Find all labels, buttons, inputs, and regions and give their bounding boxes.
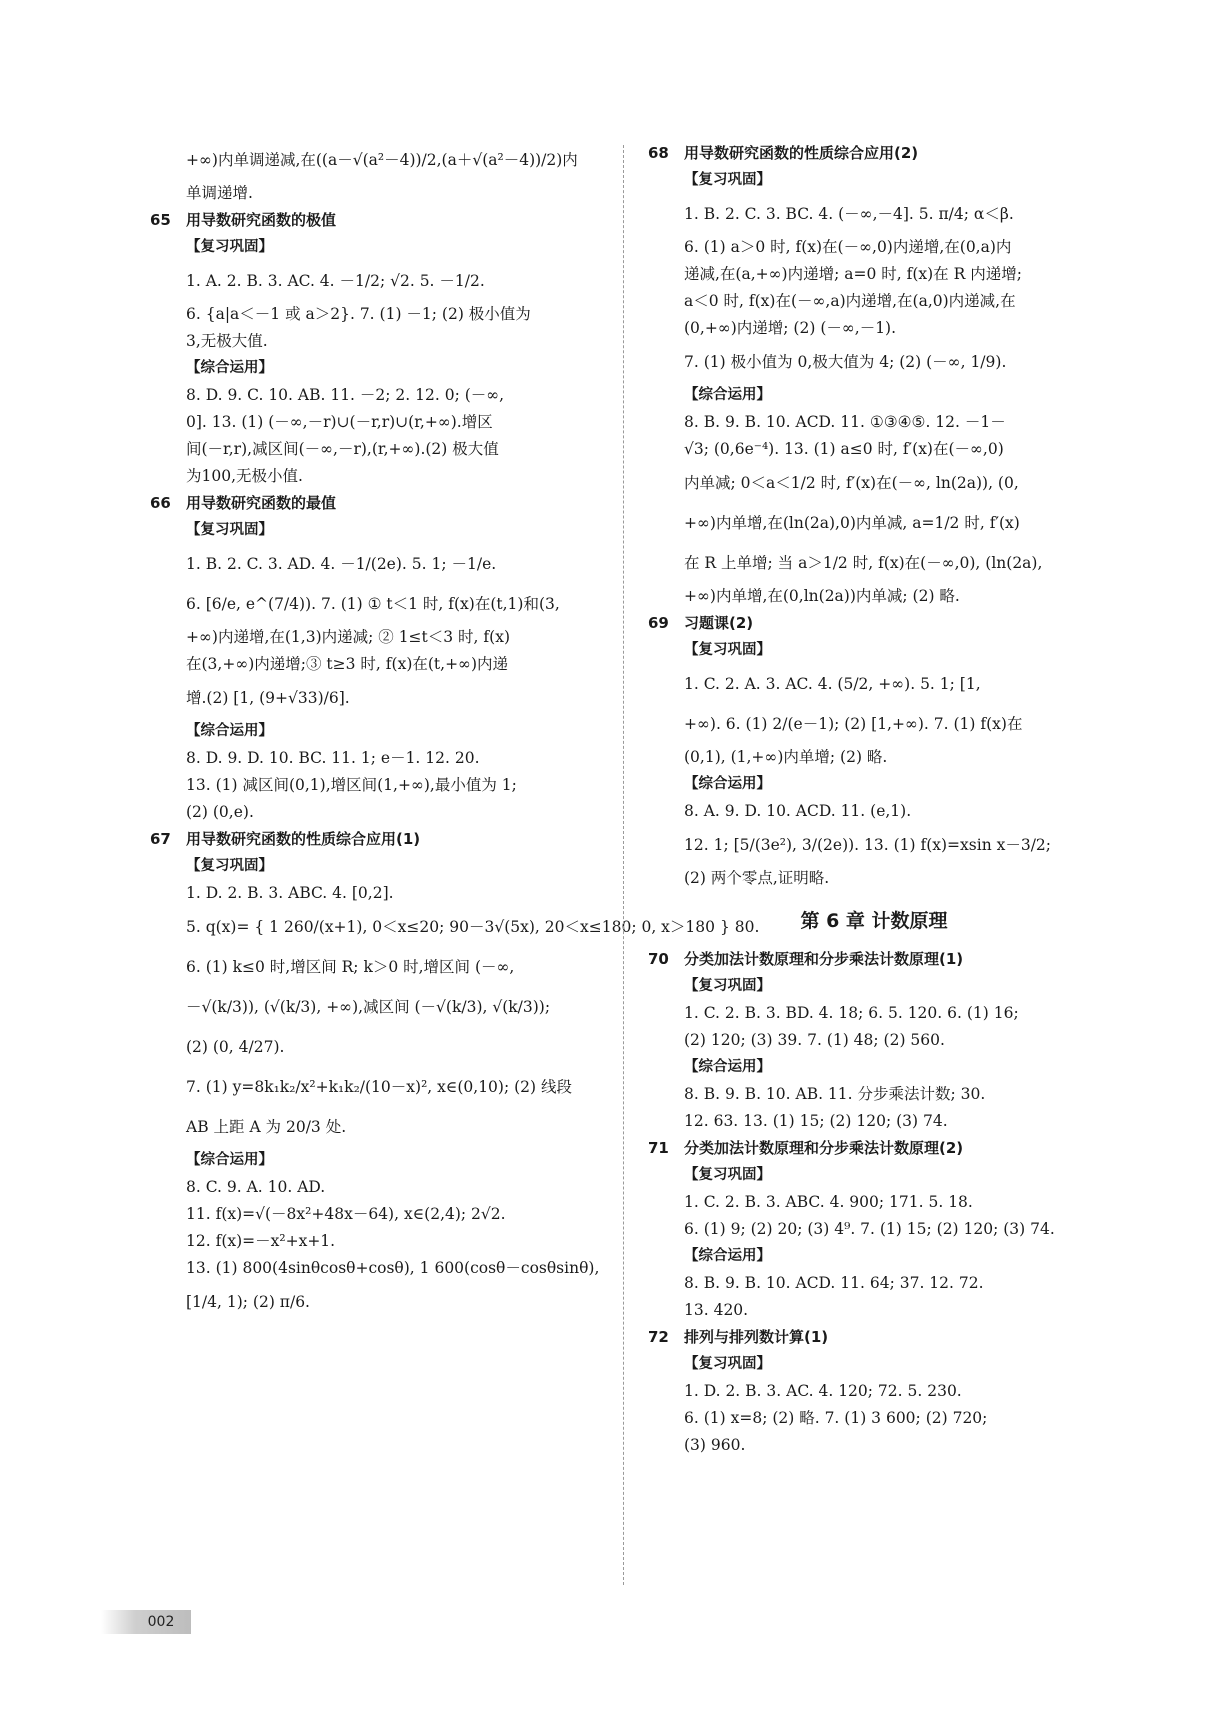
section-title: 分类加法计数原理和分步乘法计数原理(2): [684, 1139, 964, 1157]
answer-line: +∞). 6. (1) 2/(e－1); (2) [1,+∞). 7. (1) f(x)在: [684, 715, 1023, 733]
answer-line: +∞)内单增,在(ln(2a),0)内单减, a=1/2 时, f′(x): [684, 514, 1020, 532]
answer-line: 12. f(x)=－x²+x+1.: [186, 1232, 336, 1250]
answer-line: 内单减; 0＜a＜1/2 时, f′(x)在(－∞, ln(2a)), (0,: [684, 474, 1019, 492]
answer-line: 为100,无极小值.: [186, 467, 303, 485]
section-number: 71: [648, 1139, 669, 1157]
answer-line: 8. D. 9. C. 10. AB. 11. －2; 2. 12. 0; (－∞,: [186, 386, 505, 404]
section-title: 用导数研究函数的性质综合应用(1): [186, 830, 421, 848]
subsection-heading: 【综合运用】: [684, 1059, 771, 1075]
subsection-heading: 【复习巩固】: [186, 522, 273, 538]
subsection-heading: 【复习巩固】: [684, 1167, 771, 1183]
section-number: 66: [150, 494, 171, 512]
answer-line: (2) (0, 4/27).: [186, 1038, 285, 1056]
answer-line: 3,无极大值.: [186, 332, 268, 350]
answer-line: 7. (1) 极小值为 0,极大值为 4; (2) (－∞, 1/9).: [684, 353, 1007, 371]
subsection-heading: 【综合运用】: [684, 776, 771, 792]
answer-line: (2) 120; (3) 39. 7. (1) 48; (2) 560.: [684, 1031, 945, 1049]
subsection-heading: 【复习巩固】: [684, 1356, 771, 1372]
chapter-heading: 第 6 章 计数原理: [800, 910, 948, 932]
answer-line: 1. A. 2. B. 3. AC. 4. －1/2; √2. 5. －1/2.: [186, 272, 485, 290]
answer-line: 8. C. 9. A. 10. AD.: [186, 1178, 326, 1196]
answer-line: 6. (1) a＞0 时, f(x)在(－∞,0)内递增,在(0,a)内: [684, 238, 1012, 256]
subsection-heading: 【综合运用】: [684, 1248, 771, 1264]
section-heading: [150, 207, 602, 234]
answer-line: (2) (0,e).: [186, 803, 254, 821]
subsection-heading: 【复习巩固】: [186, 858, 273, 874]
answer-line: 6. (1) x=8; (2) 略. 7. (1) 3 600; (2) 720;: [684, 1409, 988, 1427]
section-heading: [648, 946, 1100, 973]
answer-line: 6. [6/e, e^(7/4)). 7. (1) ① t＜1 时, f(x)在(t,1)和(3,: [186, 595, 560, 613]
answer-line: +∞)内递增,在(1,3)内递减; ② 1≤t＜3 时, f(x): [186, 628, 510, 646]
section-heading: [648, 140, 1100, 167]
subsection-heading: 【综合运用】: [186, 723, 273, 739]
section-number: 68: [648, 144, 669, 162]
section-title: 用导数研究函数的性质综合应用(2): [684, 144, 919, 162]
section-heading: [648, 1324, 1100, 1351]
answer-line: [1/4, 1); (2) π/6.: [186, 1293, 310, 1311]
answer-line: 13. (1) 800(4sinθcosθ+cosθ), 1 600(cosθ－cosθsinθ),: [186, 1259, 600, 1277]
page-number: 002: [147, 1614, 175, 1630]
section-number: 69: [648, 614, 669, 632]
answer-line: AB 上距 A 为 20/3 处.: [186, 1118, 347, 1136]
section-title: 习题课(2): [684, 614, 754, 632]
answer-line: 13. 420.: [684, 1301, 749, 1319]
answer-line: 5. q(x)= { 1 260/(x+1), 0＜x≤20; 90－3√(5x), 20＜x≤180; 0, x＞180 } 80.: [186, 918, 760, 936]
subsection-heading: 【复习巩固】: [684, 978, 771, 994]
answer-line: +∞)内单增,在(0,ln(2a))内单减; (2) 略.: [684, 587, 960, 605]
subsection-heading: 【复习巩固】: [684, 642, 771, 658]
answer-line: 单调递增.: [186, 184, 253, 202]
answer-line: 8. B. 9. B. 10. ACD. 11. ①③④⑤. 12. －1－: [684, 413, 1006, 431]
section-number: 72: [648, 1328, 669, 1346]
section-title: 分类加法计数原理和分步乘法计数原理(1): [684, 950, 964, 968]
section-heading: [648, 610, 1100, 637]
answer-line: 6. {a|a＜－1 或 a＞2}. 7. (1) －1; (2) 极小值为: [186, 305, 531, 323]
answer-line: 1. C. 2. B. 3. BD. 4. 18; 6. 5. 120. 6. (1) 16;: [684, 1004, 1019, 1022]
answer-line: 1. C. 2. A. 3. AC. 4. (5/2, +∞). 5. 1; [1,: [684, 675, 981, 693]
answer-line: 1. D. 2. B. 3. AC. 4. 120; 72. 5. 230.: [684, 1382, 962, 1400]
section-number: 65: [150, 211, 171, 229]
subsection-heading: 【综合运用】: [684, 387, 771, 403]
answer-line: －√(k/3)), (√(k/3), +∞),减区间 (－√(k/3), √(k/3));: [186, 998, 551, 1016]
section-number: 70: [648, 950, 669, 968]
answer-line: 6. (1) k≤0 时,增区间 R; k＞0 时,增区间 (－∞,: [186, 958, 515, 976]
section-title: 排列与排列数计算(1): [684, 1328, 829, 1346]
answer-line: 12. 1; [5/(3e²), 3/(2e)). 13. (1) f(x)=xsin x－3/2;: [684, 836, 1052, 854]
answer-line: (0,+∞)内递增; (2) (－∞,－1).: [684, 319, 897, 337]
answer-line: 0]. 13. (1) (－∞,－r)∪(－r,r)∪(r,+∞).增区: [186, 413, 493, 431]
answer-line: 1. C. 2. B. 3. ABC. 4. 900; 171. 5. 18.: [684, 1193, 973, 1211]
answer-line: √3; (0,6e⁻⁴). 13. (1) a≤0 时, f′(x)在(－∞,0): [684, 440, 1004, 458]
answer-line: 12. 63. 13. (1) 15; (2) 120; (3) 74.: [684, 1112, 948, 1130]
answer-line: 增.(2) [1, (9+√33)/6].: [186, 689, 350, 707]
answer-line: 8. B. 9. B. 10. ACD. 11. 64; 37. 12. 72.: [684, 1274, 984, 1292]
section-heading: [648, 1135, 1100, 1162]
section-title: 用导数研究函数的最值: [186, 494, 337, 512]
answer-line: (0,1), (1,+∞)内单增; (2) 略.: [684, 748, 888, 766]
answer-line: 8. D. 9. D. 10. BC. 11. 1; e－1. 12. 20.: [186, 749, 480, 767]
answer-line: 11. f(x)=√(－8x²+48x－64), x∈(2,4); 2√2.: [186, 1205, 506, 1223]
subsection-heading: 【综合运用】: [186, 1152, 273, 1168]
answer-line: 6. (1) 9; (2) 20; (3) 4⁹. 7. (1) 15; (2) 120; (3) 74.: [684, 1220, 1055, 1238]
subsection-heading: 【复习巩固】: [684, 172, 771, 188]
answer-line: 1. B. 2. C. 3. AD. 4. －1/(2e). 5. 1; －1/e.: [186, 555, 497, 573]
answer-line: 8. A. 9. D. 10. ACD. 11. (e,1).: [684, 802, 912, 820]
answer-line: 7. (1) y=8k₁k₂/x²+k₁k₂/(10－x)², x∈(0,10); (2) 线段: [186, 1078, 572, 1096]
subsection-heading: 【综合运用】: [186, 360, 273, 376]
answer-line: 1. D. 2. B. 3. ABC. 4. [0,2].: [186, 884, 394, 902]
right-column: [648, 140, 1100, 1459]
section-heading: [150, 826, 602, 853]
answer-line: +∞)内单调递减,在((a－√(a²－4))/2,(a＋√(a²－4))/2)内: [186, 151, 578, 169]
answer-line: (3) 960.: [684, 1436, 746, 1454]
answer-line: 间(－r,r),减区间(－∞,－r),(r,+∞).(2) 极大值: [186, 440, 499, 458]
answer-line: 递减,在(a,+∞)内递增; a=0 时, f(x)在 R 内递增;: [684, 265, 1022, 283]
answer-line: 在(3,+∞)内递增;③ t≥3 时, f(x)在(t,+∞)内递: [186, 655, 509, 673]
section-title: 用导数研究函数的极值: [186, 211, 337, 229]
column-divider: [623, 145, 624, 1585]
section-number: 67: [150, 830, 171, 848]
answer-line: (2) 两个零点,证明略.: [684, 869, 830, 887]
section-heading: [150, 490, 602, 517]
answer-line: 13. (1) 减区间(0,1),增区间(1,+∞),最小值为 1;: [186, 776, 517, 794]
answer-line: 1. B. 2. C. 3. BC. 4. (－∞,－4]. 5. π/4; α＜β.: [684, 205, 1014, 223]
subsection-heading: 【复习巩固】: [186, 239, 273, 255]
answer-line: 在 R 上单增; 当 a＞1/2 时, f(x)在(－∞,0), (ln(2a),: [684, 554, 1043, 572]
answer-line: 8. B. 9. B. 10. AB. 11. 分步乘法计数; 30.: [684, 1085, 986, 1103]
answer-line: a＜0 时, f(x)在(－∞,a)内递增,在(a,0)内递减,在: [684, 292, 1016, 310]
